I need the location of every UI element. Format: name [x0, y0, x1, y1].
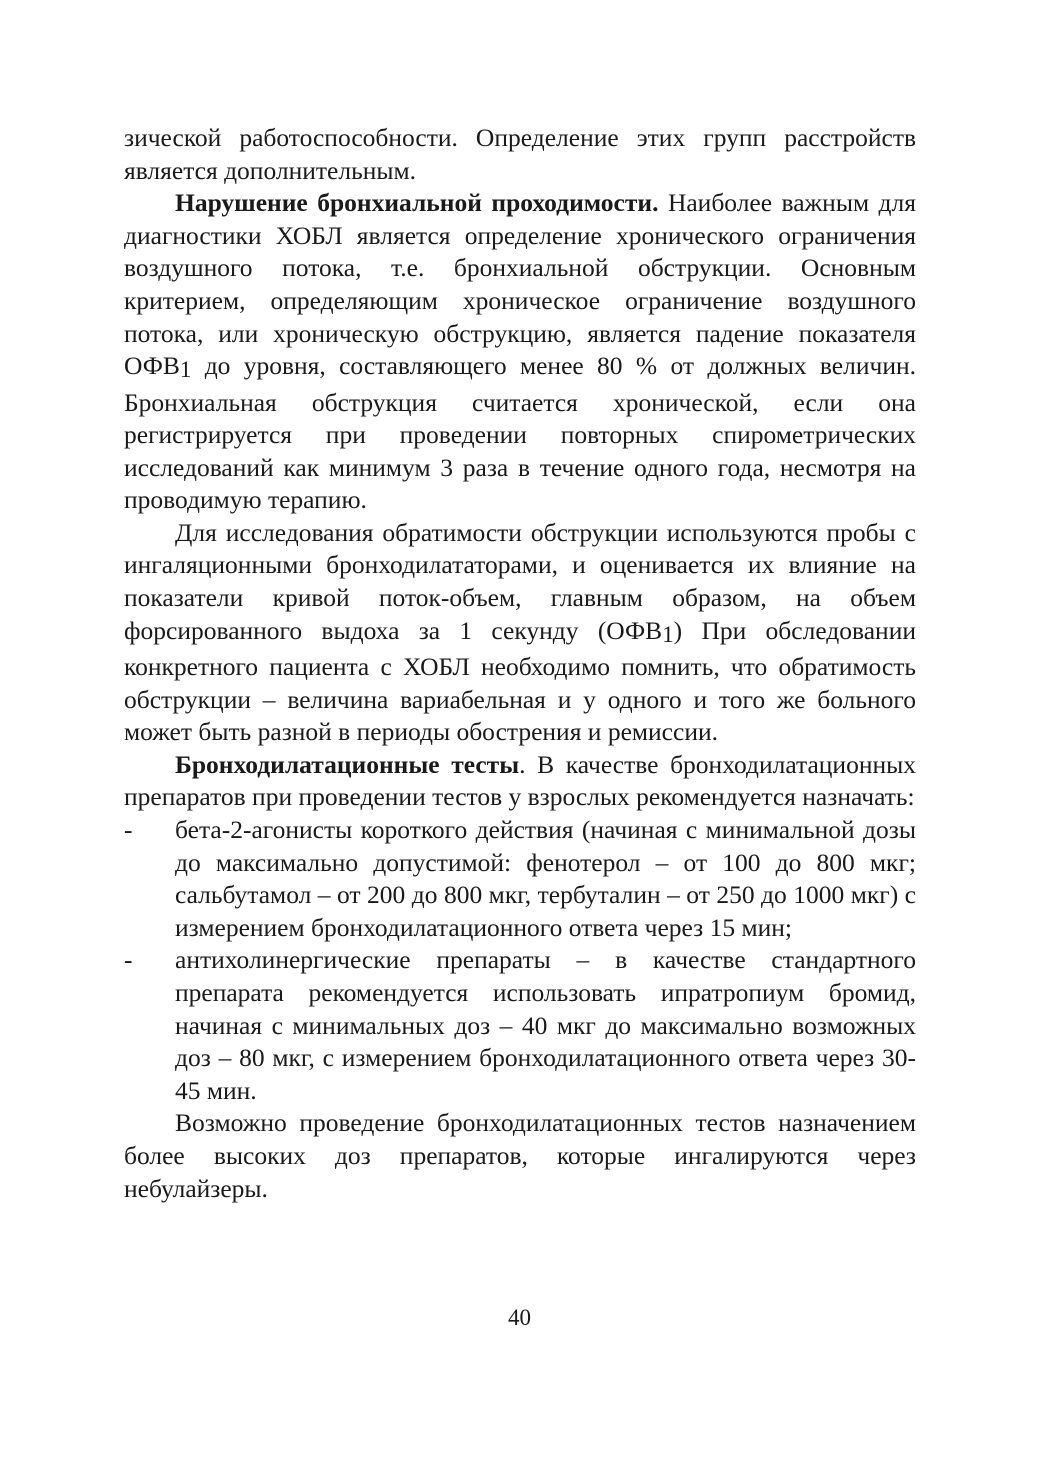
- section-heading-bronchial-patency: Нарушение бронхиальной проходимости.: [175, 188, 659, 218]
- paragraph-text: ) При обследовании конкретного пациента с ХОБЛ необходимо помнить, что обратимость обструкции – величина вариабельная и у одного и того же больного может быть разной в периоды обострения и ремиссии.: [124, 615, 916, 747]
- page-number: 40: [508, 1305, 531, 1330]
- paragraph-text: . В качестве бронходилатационных препаратов при проведении тестов у взрослых рекомендуется назначать:: [124, 749, 916, 812]
- list-item-text: антихолинергические препараты – в качестве стандартного препарата рекомендуется использовать ипратропиум бромид, начиная с минимальных доз – 40 мкг до максимально возможных доз – 80 мкг, с измерением бронходилатационного ответа через 30-45 мин.: [175, 945, 916, 1105]
- list-item: [124, 814, 916, 944]
- list-item: [124, 944, 916, 1107]
- list-bullet: -: [124, 945, 133, 975]
- section-heading-bronchodilation-tests: Бронходилатационные тесты: [175, 749, 520, 779]
- paragraph-continuation: [124, 122, 916, 187]
- paragraph-reversibility: [124, 517, 916, 749]
- paragraph-text: до уровня, составляющего менее 80 % от должных величин. Бронхиальная обструкция считается хронической, если она регистрируется при проведении повторных спирометрических исследований как минимум 3 раза в течение одного года, несмотря на проводимую терапию.: [124, 351, 916, 515]
- paragraph-text: Для исследования обратимости обструкции используются пробы с ингаляционными бронходилататорами, и оценивается их влияние на показатели кривой поток-объем, главным образом, на объем форсированного выдоха за 1 секунду (ОФВ: [124, 517, 916, 645]
- paragraph-text: Наиболее важным для диагностики ХОБЛ является определение хронического ограничения воздушного потока, т.е. бронхиальной обструкции. Основным критерием, определяющим хроническое ограничение воздушного потока, или хроническую обструкцию, является падение показателя ОФВ: [124, 188, 916, 381]
- paragraph-text: Возможно проведение бронходилатационных тестов назначением более высоких доз препаратов, которые ингалируются через небулайзеры.: [124, 1108, 916, 1203]
- subscript: 1: [662, 621, 674, 647]
- paragraph-nebulizers: [124, 1107, 916, 1205]
- paragraph-bronchodilation-tests: [124, 749, 916, 814]
- body-text: [124, 122, 916, 1205]
- list-bullet: -: [124, 814, 133, 844]
- subscript: 1: [179, 356, 192, 382]
- paragraph-text: зической работоспособности. Определение этих групп расстройств является дополнительным.: [124, 123, 916, 185]
- drug-list: [124, 814, 916, 1107]
- paragraph-bronchial-obstruction: [124, 187, 916, 517]
- list-item-text: бета-2-агонисты короткого действия (начиная с минимальной дозы до максимально допустимой: фенотерол – от 100 до 800 мкг; сальбутамол – от 200 до 800 мкг, тербуталин – от 250 до 1000 мкг) с измерением бронходилатационного ответа через 15 мин;: [175, 814, 916, 942]
